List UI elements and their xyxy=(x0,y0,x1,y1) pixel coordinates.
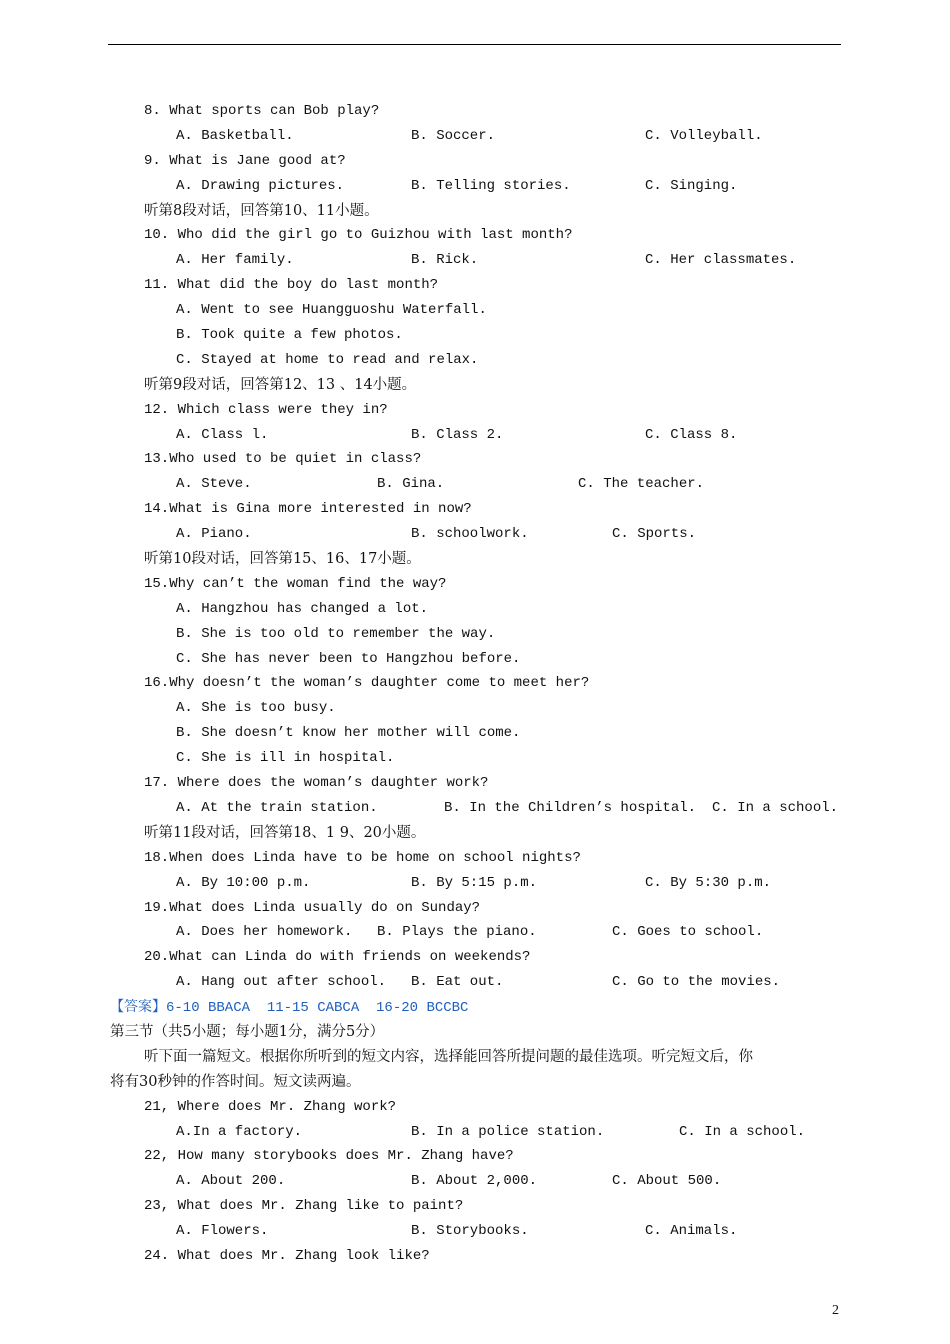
option-row xyxy=(0,248,950,273)
question-list xyxy=(0,99,950,1269)
option-row xyxy=(0,1120,950,1145)
option-row xyxy=(0,796,950,821)
option-a: A. Basketball. xyxy=(176,127,294,144)
option-c: C. She has never been to Hangzhou before. xyxy=(176,650,521,667)
option-row xyxy=(0,423,950,448)
question-stem: 24. What does Mr. Zhang look like? xyxy=(144,1247,430,1264)
option-b: B. In a police station. xyxy=(411,1123,605,1140)
option-c: C. Go to the movies. xyxy=(612,974,781,991)
option-b: B. By 5:15 p.m. xyxy=(411,874,538,891)
option-a: A. Class l. xyxy=(176,426,269,443)
option-row xyxy=(0,472,950,497)
option-row xyxy=(0,597,950,622)
part-heading: 第三节（共5小题；每小题1分，满分5分） xyxy=(110,1023,385,1040)
option-c: C. Sports. xyxy=(612,526,697,543)
question-stem: 17. Where does the woman’s daughter work? xyxy=(144,775,489,792)
option-c: C. Goes to school. xyxy=(612,924,764,941)
question-stem: 8. What sports can Bob play? xyxy=(144,103,380,119)
option-a: A. Flowers. xyxy=(176,1223,269,1240)
option-row xyxy=(0,696,950,721)
section-note: 听第9段对话，回答第12、13 、14小题。 xyxy=(144,376,417,393)
option-a: A. At the train station. xyxy=(176,799,378,816)
question-stem: 16.Why doesn’t the woman’s daughter come to meet her? xyxy=(144,675,590,692)
option-row xyxy=(0,348,950,373)
option-b: B. Class 2. xyxy=(411,426,504,443)
option-b: B. schoolwork. xyxy=(411,526,529,543)
question-stem: 10. Who did the girl go to Guizhou with last month? xyxy=(144,227,573,244)
option-c: C. Class 8. xyxy=(645,426,738,443)
option-row xyxy=(0,746,950,771)
option-a: A.In a factory. xyxy=(176,1123,303,1140)
option-b: B. Gina. xyxy=(377,476,445,493)
option-c: C. Stayed at home to read and relax. xyxy=(176,351,479,368)
option-a: A. Hangzhou has changed a lot. xyxy=(176,600,429,617)
option-row xyxy=(0,124,950,149)
option-row xyxy=(0,298,950,323)
option-row xyxy=(0,871,950,896)
option-c: C. Her classmates. xyxy=(645,252,797,269)
answer-tag: 【答案】 xyxy=(110,999,166,1016)
option-b: B. Storybooks. xyxy=(411,1223,529,1240)
section-note: 听第8段对话，回答第10、11小题。 xyxy=(144,202,379,219)
option-c: C. In a school. xyxy=(679,1123,806,1140)
header-rule xyxy=(108,44,841,45)
option-b: B. She is too old to remember the way. xyxy=(176,625,496,642)
option-row xyxy=(0,622,950,647)
section-note: 听第10段对话，回答第15、16、17小题。 xyxy=(144,551,421,568)
option-b: B. Eat out. xyxy=(411,974,504,991)
answer-key xyxy=(0,995,950,1020)
question-stem: 20.What can Linda do with friends on weekends? xyxy=(144,949,531,966)
option-b: B. About 2,000. xyxy=(411,1173,538,1190)
question-stem: 9. What is Jane good at? xyxy=(144,152,346,169)
option-c: C. Volleyball. xyxy=(645,127,763,144)
option-row xyxy=(0,920,950,945)
option-row xyxy=(0,721,950,746)
option-b: B. Rick. xyxy=(411,252,479,269)
option-b: B. Soccer. xyxy=(411,127,496,144)
option-c: C. In a school. xyxy=(712,799,839,816)
instructions-line-2: 将有30秒钟的作答时间。短文读两遍。 xyxy=(110,1073,361,1090)
section-note: 听第11段对话，回答第18、1 9、20小题。 xyxy=(144,824,426,841)
option-c: C. The teacher. xyxy=(578,476,705,493)
question-stem: 13.Who used to be quiet in class? xyxy=(144,451,422,468)
option-c: C. By 5:30 p.m. xyxy=(645,874,772,891)
instructions-line-1: 听下面一篇短文。根据你所听到的短文内容，选择能回答所提问题的最佳选项。听完短文后，你 xyxy=(144,1048,753,1065)
option-a: A. About 200. xyxy=(176,1173,286,1190)
option-b: B. Telling stories. xyxy=(411,177,571,194)
option-b: B. Took quite a few photos. xyxy=(176,327,403,344)
option-row xyxy=(0,1219,950,1244)
option-row xyxy=(0,323,950,348)
option-a: A. Went to see Huangguoshu Waterfall. xyxy=(176,302,487,319)
option-c: C. Animals. xyxy=(645,1223,738,1240)
option-c: C. Singing. xyxy=(645,177,738,194)
option-b: B. She doesn’t know her mother will come. xyxy=(176,725,521,742)
option-row xyxy=(0,522,950,547)
option-a: A. Piano. xyxy=(176,526,252,543)
option-a: A. She is too busy. xyxy=(176,700,336,717)
option-c: C. She is ill in hospital. xyxy=(176,750,395,767)
option-a: A. Drawing pictures. xyxy=(176,177,345,194)
question-stem: 21, Where does Mr. Zhang work? xyxy=(144,1098,397,1115)
option-row xyxy=(0,174,950,199)
option-c: C. About 500. xyxy=(612,1173,722,1190)
question-stem: 11. What did the boy do last month? xyxy=(144,277,439,294)
option-a: A. Steve. xyxy=(176,476,252,493)
option-row xyxy=(0,1169,950,1194)
answer-text: 6-10 BBACA 11-15 CABCA 16-20 BCCBC xyxy=(166,1000,469,1017)
option-row xyxy=(0,647,950,672)
question-stem: 12. Which class were they in? xyxy=(144,401,388,418)
question-stem: 19.What does Linda usually do on Sunday? xyxy=(144,899,481,916)
option-row xyxy=(0,970,950,995)
question-stem: 15.Why can’t the woman find the way? xyxy=(144,575,447,592)
question-stem: 23, What does Mr. Zhang like to paint? xyxy=(144,1198,464,1215)
option-a: A. Does her homework. xyxy=(176,924,353,941)
question-stem: 14.What is Gina more interested in now? xyxy=(144,501,472,518)
option-a: A. Hang out after school. xyxy=(176,974,387,991)
page-number: 2 xyxy=(832,1303,839,1318)
question-stem: 18.When does Linda have to be home on school nights? xyxy=(144,849,581,866)
option-b: B. In the Children’s hospital. xyxy=(444,799,697,816)
option-b: B. Plays the piano. xyxy=(377,924,537,941)
option-a: A. Her family. xyxy=(176,252,294,269)
question-stem: 22, How many storybooks does Mr. Zhang have? xyxy=(144,1148,514,1165)
option-a: A. By 10:00 p.m. xyxy=(176,874,311,891)
